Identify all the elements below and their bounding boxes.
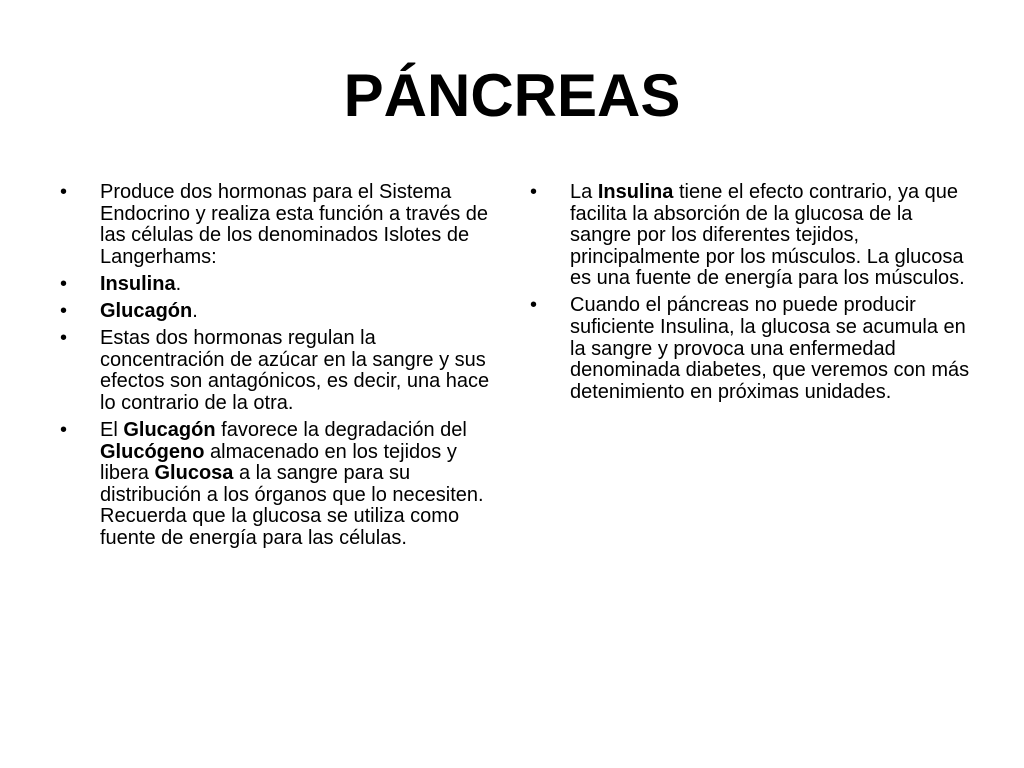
bullet-marker: • <box>60 327 68 350</box>
slide-title: PÁNCREAS <box>343 62 681 129</box>
bullet-marker: • <box>530 181 538 203</box>
bullet-marker: • <box>60 272 68 295</box>
right-column <box>530 182 970 409</box>
list-item-text: favorece la degradación del <box>215 418 467 441</box>
list-item-text: almacenado en los tejidos y libera <box>100 440 457 485</box>
term-insulina: Insulina <box>100 272 176 295</box>
list-item-text: Produce dos hormonas para el Sistema Endocrino y realiza esta función a través de las células de los denominados Islotes de Langerhams: <box>100 181 488 268</box>
term-glucagon: Glucagón <box>100 299 193 322</box>
list-item <box>60 328 496 414</box>
list-item-text: tiene el efecto contrario, ya que facilita la absorción de la glucosa de la sangre por los diferentes tejidos, principalmente por los músculos. La glucosa es una fuente de energía para los músculos. <box>570 181 965 290</box>
bullet-marker: • <box>60 181 68 203</box>
list-item-text: El <box>100 418 124 441</box>
list-item <box>60 301 496 323</box>
list-item <box>530 182 970 290</box>
list-item-punct: . <box>175 272 182 295</box>
list-item-text: La <box>570 181 598 203</box>
bullet-marker: • <box>60 299 68 322</box>
term-glucosa: Glucosa <box>154 462 234 485</box>
term-glucagon: Glucagón <box>123 418 216 441</box>
left-column <box>60 182 496 555</box>
bullet-marker: • <box>530 294 538 317</box>
list-item <box>60 182 496 268</box>
list-item <box>60 420 496 550</box>
bullet-marker: • <box>60 418 68 441</box>
list-item-text: a la sangre para su distribución a los órganos que lo necesiten. Recuerda que la glucosa se utiliza como fuente de energía para las células. <box>100 462 484 549</box>
term-glucogeno: Glucógeno <box>100 440 205 463</box>
list-item-text: Cuando el páncreas no puede producir suficiente Insulina, la glucosa se acumula en la sangre y provoca una enfermedad denominada diabetes, que veremos con más detenimiento en próximas unidades. <box>570 294 970 403</box>
term-insulina: Insulina <box>597 181 674 203</box>
list-item-text: Estas dos hormonas regulan la concentración de azúcar en la sangre y sus efectos son antagónicos, es decir, una hace lo contrario de la otra. <box>100 327 490 414</box>
list-item-punct: . <box>192 299 198 322</box>
list-item <box>60 274 496 296</box>
list-item <box>530 295 970 403</box>
